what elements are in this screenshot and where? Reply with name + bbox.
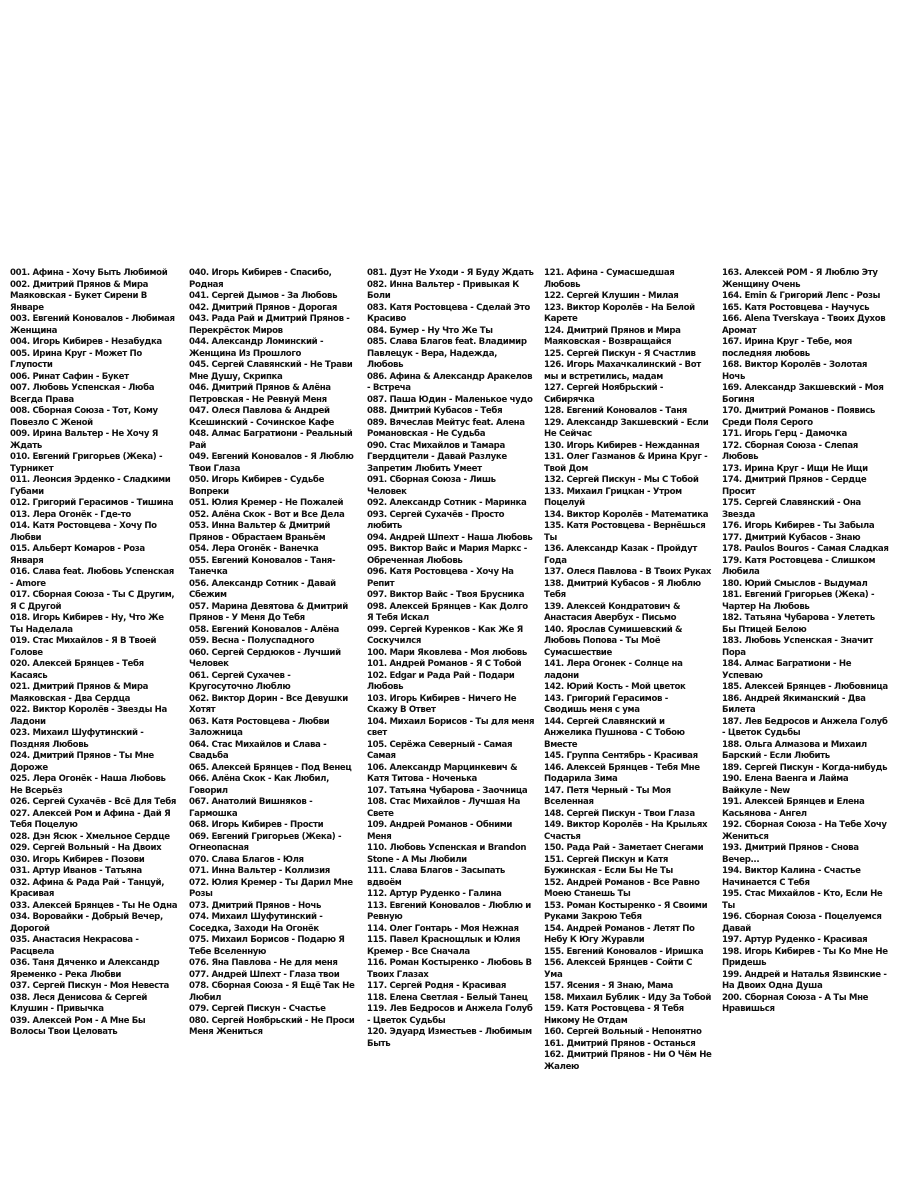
track-entry: 191. Алексей Брянцев и Елена Касьянова - Ангел — [722, 797, 868, 819]
track-entry: 042. Дмитрий Прянов - Дорогая — [189, 302, 338, 313]
track-entry: 065. Алексей Брянцев - Под Венец — [189, 762, 352, 773]
track-entry: 131. Олег Газманов & Ирина Круг - Твой Дом — [544, 452, 710, 474]
track-entry: 034. Воровайки - Добрый Вечер, Дорогой — [10, 912, 166, 934]
track-entry: 066. Алёна Скок - Как Любил, Говорил — [189, 774, 332, 796]
track-entry: 180. Юрий Смыслов - Выдумал — [722, 578, 868, 589]
track-entry: 167. Ирина Круг - Тебе, моя последняя любовь — [722, 337, 855, 359]
track-entry: 032. Афина & Рада Рай - Танцуй, Красивая — [10, 877, 167, 899]
track-entry: 189. Сергей Пискун - Когда-нибудь — [722, 762, 888, 773]
track-entry: 023. Михаил Шуфутинский - Поздняя Любовь — [10, 728, 147, 750]
track-entry: 071. Инна Вальтер - Коллизия — [189, 866, 330, 876]
track-entry: 168. Виктор Королёв - Золотая Ночь — [722, 360, 870, 382]
track-entry: 200. Сборная Союза - А Ты Мне Нравишься — [722, 992, 871, 1014]
track-entry: 103. Игорь Кибирев - Ничего Не Скажу В Ответ — [367, 693, 519, 715]
track-entry: 088. Дмитрий Кубасов - Тебя — [367, 406, 503, 416]
track-entry: 086. Афина & Александр Аракелов - Встреча — [367, 371, 535, 393]
track-entry: 049. Евгений Коновалов - Я Люблю Твои Глаза — [189, 452, 357, 474]
track-entry: 041. Сергей Дымов - За Любовь — [189, 291, 338, 301]
track-entry: 198. Игорь Кибирев - Ты Ко Мне Не Придешь — [722, 946, 891, 968]
track-entry: 057. Марина Девятова & Дмитрий Прянов - У Меня До Тебя — [189, 601, 351, 623]
track-entry: 108. Стас Михайлов - Лучшая На Свете — [367, 797, 523, 819]
track-entry: 027. Алексей Ром и Афина - Дай Я Тебя Поцелую — [10, 808, 173, 830]
track-entry: 192. Сборная Союза - На Тебе Хочу Жениться — [722, 820, 890, 842]
track-entry: 073. Дмитрий Прянов - Ночь — [189, 900, 322, 911]
track-entry: 080. Сергей Ноябрьский - Не Проси Меня Жениться — [189, 1015, 358, 1037]
track-entry: 059. Весна - Полуспадного — [189, 636, 315, 646]
track-entry: 185. Алексей Брянцев - Любовница — [722, 682, 888, 692]
track-entry: 084. Бумер - Ну Что Же Ты — [367, 325, 493, 336]
track-entry: 181. Евгений Григорьев (Жека) - Чартер На Любовь — [722, 590, 877, 612]
track-entry: 190. Елена Ваенга и Лайма Вайкуле - New — [722, 774, 852, 796]
track-entry: 135. Катя Ростовцева - Вернёшься Ты — [544, 521, 709, 543]
track-entry: 012. Григорий Герасимов - Тишина — [10, 498, 174, 508]
track-entry: 031. Артур Иванов - Татьяна — [10, 866, 142, 876]
track-entry: 093. Сергей Сухачёв - Просто любить — [367, 509, 507, 531]
track-entry: 195. Стас Михайлов - Кто, Если Не Ты — [722, 889, 886, 911]
track-entry: 050. Игорь Кибирев - Судьбе Вопреки — [189, 475, 327, 497]
track-entry: 087. Паша Юдин - Маленькое чудо — [367, 394, 533, 405]
track-entry: 015. Альберт Комаров - Роза Января — [10, 544, 148, 566]
track-entry: 142. Юрий Кость - Мой цветок — [544, 682, 686, 692]
track-entry: 154. Андрей Романов - Летят По Небу К Югу Журавли — [544, 923, 698, 945]
track-entry: 162. Дмитрий Прянов - Ни О Чём Не Жалею — [544, 1050, 715, 1072]
track-entry: 182. Татьяна Чубарова - Улететь Бы Птицей Белою — [722, 613, 878, 635]
track-entry: 133. Михаил Грицкан - Утром Поцелуй — [544, 486, 685, 508]
track-entry: 151. Сергей Пискун и Катя Бужинская - Если Бы Не Ты — [544, 854, 673, 876]
track-entry: 001. Афина - Хочу Быть Любимой — [10, 268, 168, 278]
track-entry: 017. Сборная Союза - Ты С Другим, Я С Другой — [10, 590, 177, 612]
track-entry: 078. Сборная Союза - Я Ещё Так Не Любил — [189, 981, 358, 1003]
track-entry: 019. Стас Михайлов - Я В Твоей Голове — [10, 636, 159, 658]
track-entry: 196. Сборная Союза - Поцелуемся Давай — [722, 912, 885, 934]
track-entry: 178. Paulos Bouros - Самая Сладкая — [722, 544, 889, 554]
track-entry: 127. Сергей Ноябрьский - Сибирячка — [544, 383, 666, 405]
track-entry: 134. Виктор Королёв - Математика — [544, 509, 709, 520]
track-entry: 002. Дмитрий Прянов & Мира Маяковская - Букет Сирени В Январе — [10, 279, 151, 313]
track-entry: 179. Катя Ростовцева - Слишком Любила — [722, 555, 878, 577]
track-entry: 158. Михаил Бублик - Иду За Тобой — [544, 992, 712, 1003]
track-entry: 063. Катя Ростовцева - Любви Заложница — [189, 716, 332, 738]
track-entry: 184. Алмас Багратиони - Не Успеваю — [722, 659, 854, 681]
track-entry: 082. Инна Вальтер - Привыкая К Боли — [367, 279, 522, 301]
track-entry: 186. Андрей Якиманский - Два Билета — [722, 693, 869, 715]
track-entry: 138. Дмитрий Кубасов - Я Люблю Тебя — [544, 578, 704, 600]
track-entry: 187. Лев Бедросов и Анжела Голуб - Цветок Судьбы — [722, 716, 891, 738]
track-entry: 010. Евгений Григорьев (Жека) - Турникет — [10, 452, 165, 474]
track-entry: 033. Алексей Брянцев - Ты Не Одна — [10, 900, 178, 911]
track-entry: 171. Игорь Герц - Дамочка — [722, 429, 847, 439]
track-entry: 055. Евгений Коновалов - Таня-Танечка — [189, 555, 336, 577]
track-entry: 169. Александр Закшевский - Моя Богиня — [722, 383, 887, 405]
track-entry: 100. Мари Яковлева - Моя любовь — [367, 647, 527, 658]
track-entry: 166. Alena Tverskaya - Твоих Духов Аромат — [722, 314, 889, 336]
tracklist-column-4 — [544, 268, 715, 1073]
track-entry: 020. Алексей Брянцев - Тебя Касаясь — [10, 659, 147, 681]
track-entry: 197. Артур Руденко - Красивая — [722, 935, 868, 945]
track-entry: 081. Дуэт Не Уходи - Я Буду Ждать — [367, 268, 534, 278]
track-entry: 094. Андрей Шпехт - Наша Любовь — [367, 532, 533, 543]
track-entry: 159. Катя Ростовцева - Я Тебя Никому Не Отдам — [544, 1004, 687, 1026]
track-entry: 064. Стас Михайлов и Слава - Свадьба — [189, 739, 329, 761]
track-entry: 079. Сергей Пискун - Счастье — [189, 1004, 326, 1014]
track-entry: 089. Вячеслав Мейтус feat. Алена Романовская - Не Судьба — [367, 417, 528, 439]
track-entry: 174. Дмитрий Прянов - Сердце Просит — [722, 475, 870, 497]
track-entry: 060. Сергей Сердюков - Лучший Человек — [189, 647, 344, 669]
track-entry: 107. Татьяна Чубарова - Заочница — [367, 785, 528, 796]
track-entry: 111. Слава Благов - Засыпать вдвоём — [367, 866, 508, 888]
track-entry: 035. Анастасия Некрасова - Расцвела — [10, 935, 142, 957]
track-entry: 046. Дмитрий Прянов & Алёна Петровская - Не Ревнуй Меня — [189, 383, 334, 405]
track-entry: 124. Дмитрий Прянов и Мира Маяковская - Возвращайся — [544, 325, 684, 347]
track-entry: 139. Алексей Кондратович & Анастасия Авербух - Письмо — [544, 601, 683, 623]
track-entry: 123. Виктор Королёв - На Белой Карете — [544, 302, 698, 324]
track-entry: 137. Олеся Павлова - В Твоих Руках — [544, 567, 712, 577]
track-entry: 026. Сергей Сухачёв - Всё Для Тебя — [10, 797, 177, 807]
track-entry: 188. Ольга Алмазова и Михаил Барский - Если Любить — [722, 739, 870, 761]
track-entry: 157. Ясения - Я Знаю, Мама — [544, 981, 673, 991]
track-entry: 114. Олег Гонтарь - Моя Нежная — [367, 923, 519, 934]
track-entry: 036. Таня Дяченко и Александр Яременко - Река Любви — [10, 958, 162, 980]
track-entry: 143. Григорий Герасимов - Сводишь меня с ума — [544, 693, 671, 715]
track-entry: 097. Виктор Вайс - Твоя Брусника — [367, 590, 525, 600]
tracklist-column-3 — [367, 268, 535, 1050]
track-entry: 101. Андрей Романов - Я С Тобой — [367, 659, 522, 669]
track-entry: 014. Катя Ростовцева - Хочу По Любви — [10, 521, 160, 543]
track-entry: 090. Стас Михайлов и Тамара Гвердцители - Давай Разлуке Запретим Любить Умеет — [367, 440, 510, 474]
track-entry: 150. Рада Рай - Заметает Снегами — [544, 843, 704, 853]
track-entry: 072. Юлия Кремер - Ты Дарил Мне Розы — [189, 877, 356, 899]
track-entry: 112. Артур Руденко - Галина — [367, 889, 502, 899]
track-entry: 003. Евгений Коновалов - Любимая Женщина — [10, 314, 178, 336]
track-entry: 193. Дмитрий Прянов - Снова Вечер... — [722, 843, 862, 865]
track-entry: 053. Инна Вальтер & Дмитрий Прянов - Обрастаем Враньём — [189, 521, 333, 543]
track-entry: 152. Андрей Романов - Все Равно Моею Станешь Ты — [544, 877, 703, 899]
track-entry: 155. Евгений Коновалов - Иришка — [544, 946, 704, 957]
track-entry: 136. Александр Казак - Пройдут Года — [544, 544, 700, 566]
track-entry: 040. Игорь Кибирев - Спасибо, Родная — [189, 268, 335, 290]
track-entry: 008. Сборная Союза - Тот, Кому Повезло С Женой — [10, 406, 161, 428]
track-entry: 176. Игорь Кибирев - Ты Забыла — [722, 521, 875, 531]
track-entry: 092. Александр Сотник - Маринка — [367, 498, 527, 508]
tracklist-column-5 — [722, 268, 890, 1016]
track-entry: 099. Сергей Куренков - Как Же Я Соскучился — [367, 624, 526, 646]
track-entry: 030. Игорь Кибирев - Позови — [10, 854, 145, 865]
track-entry: 039. Алексей Ром - А Мне Бы Волосы Твои Целовать — [10, 1015, 148, 1037]
track-entry: 076. Яна Павлова - Не для меня — [189, 958, 338, 968]
track-entry: 056. Александр Сотник - Давай Сбежим — [189, 578, 339, 600]
track-entry: 043. Рада Рай и Дмитрий Прянов - Перекрёсток Миров — [189, 314, 353, 336]
track-entry: 128. Евгений Коновалов - Таня — [544, 406, 687, 416]
track-entry: 104. Михаил Борисов - Ты для меня свет — [367, 716, 537, 738]
track-entry: 028. Дэн Ясюк - Хмельное Сердце — [10, 831, 170, 842]
track-entry: 144. Сергей Славянский и Анжелика Пушнова - С Тобою Вместе — [544, 716, 688, 750]
track-entry: 163. Алексей РОМ - Я Люблю Эту Женщину Очень — [722, 268, 881, 290]
track-entry: 068. Игорь Кибирев - Прости — [189, 820, 324, 830]
track-entry: 164. Emin & Григорий Лепс - Розы — [722, 291, 881, 301]
track-entry: 074. Михаил Шуфутинский - Соседка, Заходи На Огонёк — [189, 912, 326, 934]
tracklist-column-2 — [189, 268, 357, 1039]
track-entry: 013. Лера Огонёк - Где-то — [10, 509, 131, 520]
track-entry: 070. Слава Благов - Юля — [189, 854, 304, 865]
track-entry: 095. Виктор Вайс и Мария Маркс - Обреченная Любовь — [367, 544, 530, 566]
track-entry: 061. Сергей Сухачев - Кругосуточно Люблю — [189, 670, 294, 692]
track-entry: 147. Петя Черный - Ты Моя Вселенная — [544, 785, 674, 807]
track-entry: 006. Ринат Сафин - Букет — [10, 371, 129, 382]
track-entry: 126. Игорь Махачкалинский - Вот мы и встретились, мадам — [544, 360, 704, 382]
track-entry: 018. Игорь Кибирев - Ну, Что Же Ты Наделала — [10, 613, 167, 635]
track-entry: 024. Дмитрий Прянов - Ты Мне Дороже — [10, 751, 157, 773]
track-entry: 091. Сборная Союза - Лишь Человек — [367, 475, 499, 497]
track-entry: 048. Алмас Багратиони - Реальный Рай — [189, 429, 356, 451]
track-entry: 173. Ирина Круг - Ищи Не Ищи — [722, 463, 868, 474]
track-entry: 175. Сергей Славянский - Она Звезда — [722, 498, 864, 520]
track-entry: 045. Сергей Славянский - Не Трави Мне Душу, Скрипка — [189, 360, 356, 382]
track-entry: 025. Лера Огонёк - Наша Любовь Не Всерьёз — [10, 774, 169, 796]
track-entry: 120. Эдуард Изместьев - Любимым Быть — [367, 1027, 535, 1049]
track-entry: 083. Катя Ростовцева - Сделай Это Красиво — [367, 302, 533, 324]
track-entry: 146. Алексей Брянцев - Тебя Мне Подарила Зима — [544, 762, 703, 784]
track-entry: 085. Слава Благов feat. Владимир Павлецук - Вера, Надежда, Любовь — [367, 337, 530, 370]
track-entry: 119. Лев Бедросов и Анжела Голуб - Цветок Судьбы — [367, 1004, 536, 1026]
track-entry: 007. Любовь Успенская - Люба Всегда Права — [10, 383, 157, 405]
track-entry: 161. Дмитрий Прянов - Останься — [544, 1038, 696, 1049]
track-entry: 098. Алексей Брянцев - Как Долго Я Тебя Искал — [367, 601, 531, 623]
track-entry: 069. Евгений Григорьев (Жека) - Огнеопасная — [189, 831, 344, 853]
track-entry: 140. Ярослав Сумишевский & Любовь Попова - Ты Моё Сумасшествие — [544, 624, 685, 658]
track-entry: 156. Алексей Брянцев - Сойти С Ума — [544, 958, 695, 980]
track-entry: 029. Сергей Вольный - На Двоих — [10, 843, 162, 853]
track-entry: 077. Андрей Шпехт - Глаза твои — [189, 969, 340, 980]
tracklist-column-1 — [10, 268, 178, 1039]
track-entry: 160. Сергей Вольный - Непонятно — [544, 1027, 702, 1037]
track-entry: 130. Игорь Кибирев - Нежданная — [544, 440, 700, 451]
track-entry: 038. Леся Денисова & Сергей Клушин - Привычка — [10, 992, 150, 1014]
track-entry: 106. Александр Марцинкевич & Катя Титова - Ноченька — [367, 762, 520, 784]
track-entry: 177. Дмитрий Кубасов - Знаю — [722, 532, 861, 543]
track-entry: 148. Сергей Пискун - Твои Глаза — [544, 808, 695, 819]
track-entry: 022. Виктор Королёв - Звезды На Ладони — [10, 705, 170, 727]
track-entry: 096. Катя Ростовцева - Хочу На Репит — [367, 567, 517, 589]
track-entry: 115. Павел Краснощлык и Юлия Кремер - Все Сначала — [367, 935, 523, 957]
track-entry: 005. Ирина Круг - Может По Глупости — [10, 348, 145, 370]
track-entry: 004. Игорь Кибирев - Незабудка — [10, 337, 162, 347]
track-entry: 052. Алёна Скок - Вот и Все Дела — [189, 509, 345, 520]
track-entry: 037. Сергей Пискун - Моя Невеста — [10, 981, 169, 991]
track-entry: 172. Сборная Союза - Слепая Любовь — [722, 440, 861, 462]
track-entry: 125. Сергей Пискун - Я Счастлив — [544, 348, 696, 359]
track-entry: 113. Евгений Коновалов - Люблю и Ревную — [367, 900, 534, 922]
track-entry: 109. Андрей Романов - Обними Меня — [367, 820, 515, 842]
track-entry: 183. Любовь Успенская - Значит Пора — [722, 636, 876, 658]
track-entry: 170. Дмитрий Романов - Появись Среди Поля Серого — [722, 406, 878, 428]
track-entry: 102. Edgar и Рада Рай - Подари Любовь — [367, 670, 518, 692]
track-entry: 062. Виктор Дорин - Все Девушки Хотят — [189, 693, 351, 715]
track-entry: 075. Михаил Борисов - Подарю Я Тебе Вселенную — [189, 935, 348, 957]
track-entry: 016. Слава feat. Любовь Успенская - Amore — [10, 567, 177, 589]
track-entry: 054. Лера Огонёк - Ванечка — [189, 544, 319, 554]
track-entry: 199. Андрей и Наталья Язвинские - На Двоих Одна Душа — [722, 969, 890, 991]
track-entry: 021. Дмитрий Прянов & Мира Маяковская - Два Сердца — [10, 682, 151, 704]
track-entry: 129. Александр Закшевский - Если Не Сейчас — [544, 417, 712, 439]
track-entry: 153. Роман Костыренко - Я Своими Руками Закрою Тебя — [544, 900, 710, 922]
track-entry: 047. Олеся Павлова & Андрей Ксешинский - Сочинское Кафе — [189, 406, 335, 428]
track-entry: 058. Евгений Коновалов - Алёна — [189, 624, 339, 635]
track-entry: 132. Сергей Пискун - Мы С Тобой — [544, 475, 699, 485]
track-entry: 117. Сергей Родня - Красивая — [367, 981, 507, 991]
track-entry: 145. Группа Сентябрь - Красивая — [544, 751, 698, 761]
track-entry: 116. Роман Костыренко - Любовь В Твоих Глазах — [367, 958, 535, 980]
track-entry: 067. Анатолий Вишняков - Гармошка — [189, 797, 315, 819]
track-entry: 044. Александр Ломинский - Женщина Из Прошлого — [189, 337, 326, 359]
track-entry: 110. Любовь Успенская и Brandon Stone - А Мы Любили — [367, 843, 529, 865]
track-entry: 141. Лера Огонек - Солнце на ладони — [544, 659, 686, 681]
track-entry: 009. Ирина Вальтер - Не Хочу Я Ждать — [10, 429, 161, 451]
track-entry: 121. Афина - Сумасшедшая Любовь — [544, 268, 678, 290]
track-entry: 051. Юлия Кремер - Не Пожалей — [189, 498, 344, 508]
track-entry: 149. Виктор Королёв - На Крыльях Счастья — [544, 820, 710, 842]
track-entry: 011. Леонсия Эрденко - Сладкими Губами — [10, 475, 174, 497]
track-entry: 118. Елена Светлая - Белый Танец — [367, 992, 528, 1003]
track-entry: 194. Виктор Калина - Счастье Начинается С Тебя — [722, 866, 864, 888]
track-entry: 105. Серёжа Северный - Самая Самая — [367, 739, 515, 761]
track-entry: 165. Катя Ростовцева - Научусь — [722, 302, 870, 313]
track-entry: 122. Сергей Клушин - Милая — [544, 291, 679, 301]
